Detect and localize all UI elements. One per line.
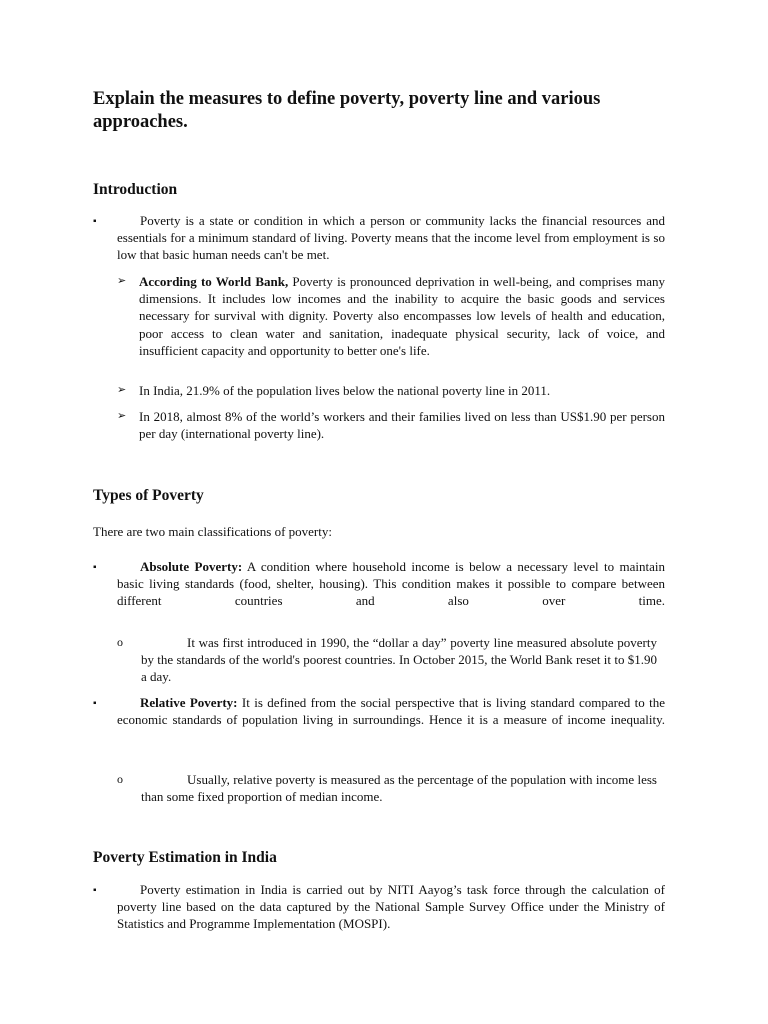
list-item-text: [93, 694, 665, 728]
list-item-text: In India, 21.9% of the population lives below the national poverty line in 2011.: [139, 383, 551, 398]
document-title: Explain the measures to define poverty, poverty line and various approaches.: [93, 89, 601, 132]
bold-lead: Absolute Poverty:: [140, 559, 243, 574]
list-item: [93, 694, 665, 728]
list-item-text: In 2018, almost 8% of the world’s workers and their families lived on less than US$1.90 per person per day (international poverty line).: [139, 409, 665, 442]
bold-lead: According to World Bank,: [139, 274, 289, 289]
list-item: [93, 558, 665, 610]
arrow-bullet-icon: ➢: [117, 410, 127, 422]
list-item-text: Poverty is a state or condition in which a person or community lacks the financial resources and essentials for a minimum standard of living. Poverty means that the income level from employment is so low that basic human needs can't be met.: [117, 213, 665, 263]
heading-types-of-poverty: Types of Poverty: [93, 487, 204, 504]
square-bullet-icon: ▪: [93, 562, 97, 573]
square-bullet-icon: ▪: [93, 216, 97, 227]
list-item-body: A condition where household income is below a necessary level to maintain basic living standards (food, shelter, housing). This condition makes it possible to compare between different countries and also over time.: [117, 559, 665, 609]
list-item-text: It was first introduced in 1990, the “dollar a day” poverty line measured absolute poverty by the standards of the world's poorest countries. In October 2015, the World Bank reset it to $1.90 a day.: [141, 635, 657, 685]
bold-lead: Relative Poverty:: [140, 695, 238, 710]
arrow-bullet-icon: ➢: [117, 275, 127, 287]
circle-bullet-icon: o: [117, 772, 123, 786]
list-item-text: [117, 273, 665, 359]
list-item: [117, 634, 657, 686]
list-item: [117, 771, 657, 805]
square-bullet-icon: ▪: [93, 885, 97, 896]
list-item-text: Poverty estimation in India is carried out by NITI Aayog’s task force through the calculation of poverty line based on the data captured by the National Sample Survey Office under the Ministry of Statistics and Programme Implementation (MOSPI).: [117, 882, 665, 932]
list-item-body: It is defined from the social perspective that is living standard compared to the economic standards of population living in surroundings. Hence it is a measure of income inequality.: [117, 695, 665, 728]
list-item: [117, 408, 665, 442]
circle-bullet-icon: o: [117, 635, 123, 649]
heading-introduction: Introduction: [93, 181, 178, 198]
arrow-bullet-icon: ➢: [117, 384, 127, 396]
list-item: [93, 881, 665, 933]
sub-item-text: Poverty is pronounced deprivation in well-being, and comprises many dimensions. It includes low incomes and the inability to acquire the basic goods and services necessary for survival with dignity. Poverty also encompasses low levels of health and education, poor access to clean water and sanitation, inadequate physical security, lack of voice, and insufficient capacity and opportunity to better one's life.: [139, 274, 665, 358]
list-item-text: Usually, relative poverty is measured as the percentage of the population with income less than some fixed proportion of median income.: [141, 772, 657, 805]
list-item-text: [93, 558, 665, 610]
types-intro-text: There are two main classifications of poverty:: [93, 524, 332, 539]
square-bullet-icon: ▪: [93, 698, 97, 709]
list-item: [117, 273, 665, 359]
list-item: [117, 382, 665, 399]
heading-poverty-estimation: Poverty Estimation in India: [93, 849, 277, 866]
list-item: [93, 212, 665, 264]
